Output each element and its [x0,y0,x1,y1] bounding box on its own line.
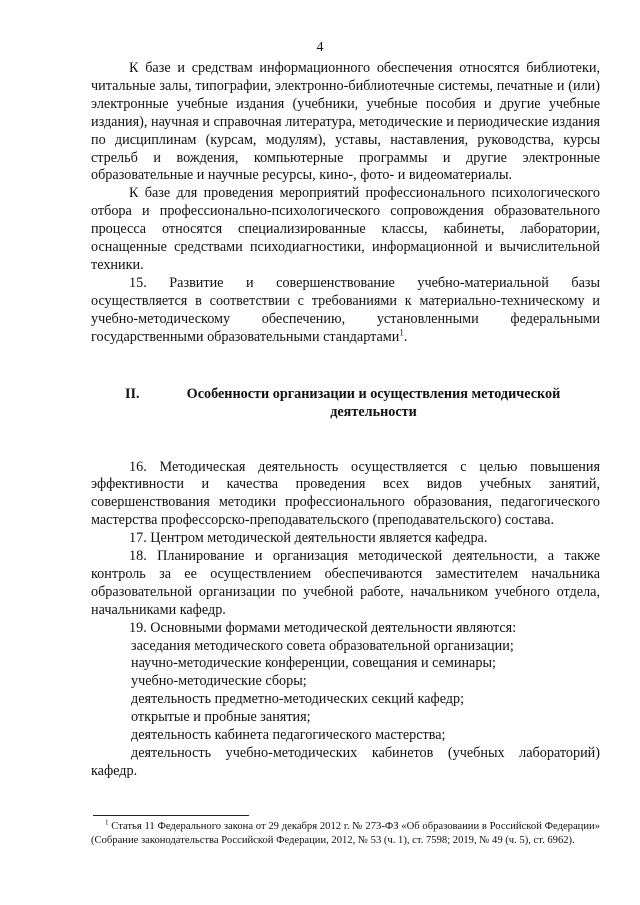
footnote-reference: 1 [399,326,404,337]
paragraph-17: 17. Центром методической деятельности является кафедра. [129,530,488,547]
list-item: учебно-методические сборы; [131,673,307,690]
list-item: деятельность кабинета педагогического мастерства; [131,727,446,744]
footnote-mark: 1 [105,818,109,827]
footnote-text: Статья 11 Федерального закона от 29 декабря 2012 г. № 273-ФЗ «Об образовании в Российской Федерации» (Собрание законодательства Российской Федерации, 2012, № 53 (ч. 1), ст. 7598; 2019, № 49 (ч. 5), ст. 6962). [91,821,600,846]
paragraph-information-base: К базе и средствам информационного обеспечения относятся библиотеки, читальные залы, типографии, электронно-библиотечные системы, печатные и (или) электронные учебные издания (учебники, учебные пособия и другие учебные издания), научная и справочная литература, методические и периодические издания по дисциплинам (курсам, модулям), уставы, наставления, руководства, курсы стрельб и вождения, компьютерные программы и другие электронные образовательные и научные ресурсы, кино-, фото- и видеоматериалы. [91,60,600,184]
section-number: II. [125,385,140,402]
paragraph-psychological-base: К базе для проведения мероприятий профессионального психологического отбора и профессионально-психологического сопровождения образовательного процесса относятся специализированные классы, кабинеты, лаборатории, оснащенные средствами психодиагностики, информационной и вычислительной техники. [91,185,600,273]
paragraph-15-end: . [403,328,408,345]
paragraph-19: 19. Основными формами методической деятельности являются: [129,619,517,636]
list-item: заседания методического совета образовательной организации; [131,637,514,654]
paragraph-15 [91,275,600,347]
list-item: научно-методические конференции, совещания и семинары; [131,655,496,672]
section-heading [91,385,600,421]
document-body [91,60,600,781]
paragraph-15-text: 15. Развитие и совершенствование учебно-материальной базы осуществляется в соответствии с требованиями к материально-техническому и учебно-методическому обеспечению, установленными федеральными государственными образовательными стандартами [91,274,600,345]
page-number: 4 [316,40,324,55]
paragraph-18: 18. Планирование и организация методической деятельности, а также контроль за ее осуществлением обеспечиваются заместителем начальника образовательной организации по учебной работе, начальником учебного отдела, начальниками кафедр. [91,548,600,618]
footnote [91,820,600,848]
list-item: открытые и пробные занятия; [131,709,311,726]
footnote-divider [93,815,249,816]
paragraph-16: 16. Методическая деятельность осуществляется с целью повышения эффективности и качества проведения всех видов учебных занятий, совершенствования методики профессионального образования, педагогического мастерства профессорско-преподавательского (преподавательского) состава. [91,458,600,529]
list-item-last: деятельность учебно-методических кабинетов (учебных лабораторий) кафедр. [91,745,600,779]
list-item: деятельность предметно-методических секций кафедр; [131,691,465,708]
section-title: Особенности организации и осуществления методической деятельности [186,385,561,420]
